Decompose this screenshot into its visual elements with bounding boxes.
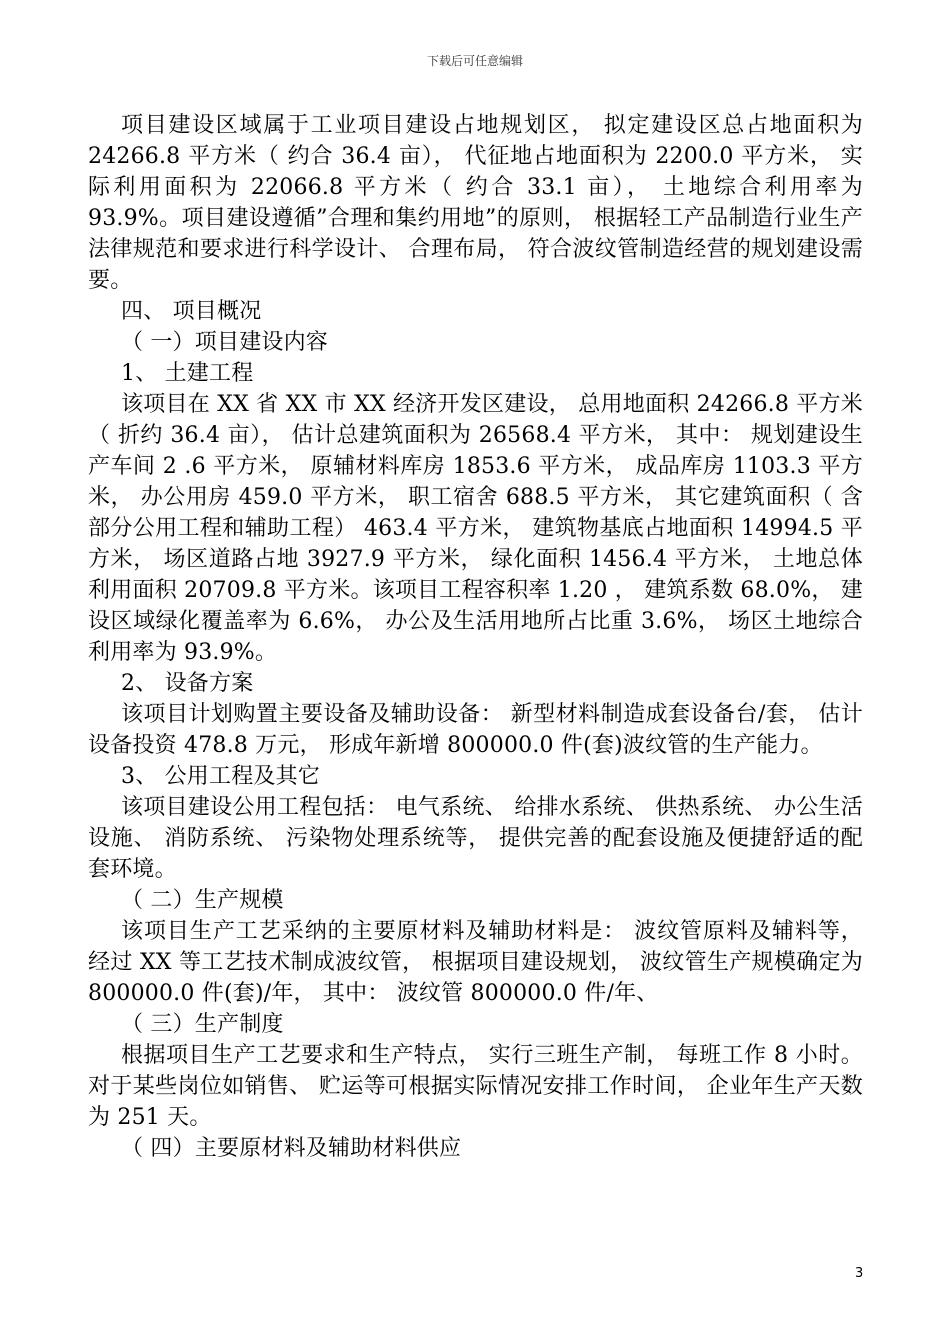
- subsection-heading-construction-content: （ 一）项目建设内容: [121, 330, 328, 355]
- paragraph-civil-works: 该项目在 XX 省 XX 市 XX 经济开发区建设， 总用地面积 24266.8 平方米（ 折约 36.4 亩）， 估计总建筑面积为 26568.4 平方米， 其中： 规划建设生产车间 2 .6 平方米， 原辅材料库房 1853.6 平方米， 成品库房 1103.3 平方米， 办公用房 459.0 平方米， 职工宿舍 688.5 平方米， 其它建筑面积（ 含部分公用工程和辅助工程） 463.4 平方米， 建筑物基底占地面积 14994.5 平方米， 场区道路占地 3927.9 平方米， 绿化面积 1456.4 平方米， 土地总体利用面积 20709.8 平方米。该项目工程容积率 1.20 ， 建筑系数 68.0%， 建设区域绿化覆盖率为 6.6%， 办公及生活用地所占比重 3.6%， 场区土地综合利用率为 93.9%。: [88, 392, 863, 665]
- section-heading-project-overview: 四、 项目概况: [121, 299, 262, 324]
- paragraph-production-scale: 该项目生产工艺采纳的主要原材料及辅助材料是： 波纹管原料及辅料等， 经过 XX 等工艺技术制成波纹管， 根据项目建设规划， 波纹管生产规模确定为 800000.0 件(套)/年， 其中： 波纹管 800000.0 件/年、: [88, 919, 863, 1006]
- paragraph-land-use: 项目建设区域属于工业项目建设占地规划区， 拟定建设区总占地面积为24266.8 平方米（ 约合 36.4 亩）， 代征地占地面积为 2200.0 平方米， 实际利用面积为 22066.8 平方米（ 约合 33.1 亩）， 土地综合利用率为 93.9%。项目建设遵循”合理和集约用地”的原则， 根据轻工产品制造行业生产法律规范和要求进行科学设计、 合理布局， 符合波纹管制造经营的规划建设需要。: [88, 113, 863, 293]
- paragraph-production-system: 根据项目生产工艺要求和生产特点， 实行三班生产制， 每班工作 8 小时。对于某些岗位如销售、 贮运等可根据实际情况安排工作时间， 企业年生产天数为 251 天。: [88, 1043, 863, 1130]
- subsection-heading-material-supply: （ 四）主要原材料及辅助材料供应: [121, 1136, 462, 1161]
- paragraph-equipment-plan: 该项目计划购置主要设备及辅助设备： 新型材料制造成套设备台/套， 估计设备投资 478.8 万元， 形成年新增 800000.0 件(套)波纹管的生产能力。: [88, 702, 863, 758]
- item-heading-equipment-plan: 2、 设备方案: [121, 671, 254, 696]
- paragraph-public-works: 该项目建设公用工程包括： 电气系统、 给排水系统、 供热系统、 办公生活设施、 消防系统、 污染物处理系统等， 提供完善的配套设施及便捷舒适的配套环境。: [88, 795, 863, 882]
- page-header: 下载后可任意编辑: [426, 54, 523, 68]
- subsection-heading-production-system: （ 三）生产制度: [121, 1012, 284, 1037]
- subsection-heading-production-scale: （ 二）生产规模: [121, 888, 284, 913]
- item-heading-public-works: 3、 公用工程及其它: [121, 764, 320, 789]
- item-heading-civil-works: 1、 土建工程: [121, 361, 254, 386]
- page-number: 3: [855, 1266, 864, 1281]
- document-body: [88, 110, 863, 1164]
